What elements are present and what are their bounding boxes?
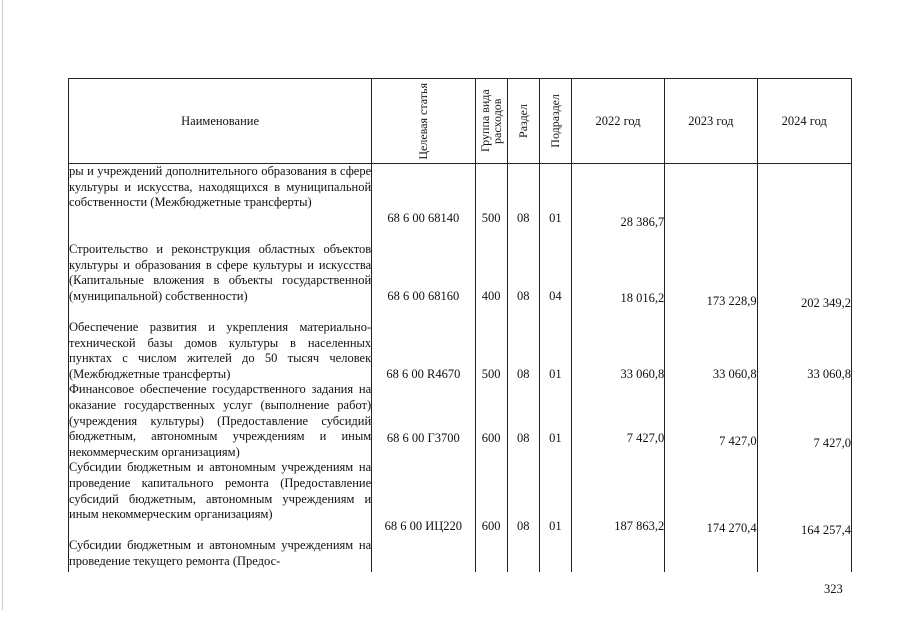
row-name: Субсидии бюджетным и автономным учреждениям на проведение капитального ремонта (Предоставление субсидий бюджетным, автономным учреждениям и иным некоммерческим организациям) xyxy=(69,460,372,538)
row-2022: 18 016,2 xyxy=(571,242,664,320)
header-2022: 2022 год xyxy=(571,79,664,164)
row-subsection: 01 xyxy=(539,164,571,243)
row-subsection: 04 xyxy=(539,242,571,320)
row-name: ры и учреждений дополнительного образования в сфере культуры и искусства, находящихся в муниципальной собственности (Межбюджетные трансферты) xyxy=(69,164,372,243)
row-section xyxy=(507,538,539,572)
table-row xyxy=(69,164,852,243)
page-number: 323 xyxy=(824,582,843,596)
row-code xyxy=(372,538,475,572)
row-section: 08 xyxy=(507,320,539,382)
table-row xyxy=(69,538,852,572)
row-group: 600 xyxy=(475,382,507,460)
row-2023: 173 228,9 xyxy=(665,242,757,320)
row-name: Строительство и реконструкция областных объектов культуры и образования в сфере культуры и искусства (Капитальные вложения в объекты государственной (муниципальной) собственности) xyxy=(69,242,372,320)
page-edge xyxy=(2,0,3,610)
row-name: Субсидии бюджетным и автономным учреждениям на проведение текущего ремонта (Предос- xyxy=(69,538,372,572)
table-row xyxy=(69,320,852,382)
row-subsection xyxy=(539,538,571,572)
row-name: Финансовое обеспечение государственного задания на оказание государственных услуг (выполнение работ) (учреждения культуры) (Предоставление субсидий бюджетным, автономным учреждениям и иным некоммерческим организациям) xyxy=(69,382,372,459)
row-2024 xyxy=(757,164,851,243)
row-2022: 7 427,0 xyxy=(571,382,664,460)
budget-table xyxy=(68,78,852,572)
row-2023: 174 270,4 xyxy=(665,460,757,538)
row-group: 400 xyxy=(475,242,507,320)
row-subsection: 01 xyxy=(539,460,571,538)
header-section xyxy=(507,79,539,164)
row-2024 xyxy=(757,538,851,572)
row-2023 xyxy=(665,164,757,243)
row-code: 68 6 00 Г3700 xyxy=(372,382,475,460)
header-section-text: Раздел xyxy=(516,104,531,138)
header-group-text: Группа вида расходов xyxy=(478,89,505,153)
row-2023 xyxy=(665,538,757,572)
row-2024: 164 257,4 xyxy=(757,460,851,538)
row-name: Обеспечение развития и укрепления материально-технической базы домов культуры в населенных пунктах с числом жителей до 50 тысяч человек (Межбюджетные трансферты) xyxy=(69,320,372,381)
header-2023: 2023 год xyxy=(665,79,757,164)
header-target-text: Целевая статья xyxy=(416,82,431,160)
row-2024: 33 060,8 xyxy=(757,320,851,382)
row-section: 08 xyxy=(507,460,539,538)
row-section: 08 xyxy=(507,164,539,243)
row-group xyxy=(475,538,507,572)
row-2023: 7 427,0 xyxy=(665,382,757,460)
table-row xyxy=(69,382,852,460)
header-subsection-text: Подраздел xyxy=(548,94,563,148)
row-subsection: 01 xyxy=(539,320,571,382)
table-header-row xyxy=(69,79,852,164)
row-code: 68 6 00 R4670 xyxy=(372,320,475,382)
row-code: 68 6 00 68140 xyxy=(372,164,475,243)
row-section: 08 xyxy=(507,242,539,320)
table-row xyxy=(69,242,852,320)
row-2023: 33 060,8 xyxy=(665,320,757,382)
row-2022: 187 863,2 xyxy=(571,460,664,538)
table-row xyxy=(69,460,852,538)
row-2024: 202 349,2 xyxy=(757,242,851,320)
header-target xyxy=(372,79,475,164)
header-subsection xyxy=(539,79,571,164)
row-section: 08 xyxy=(507,382,539,460)
row-group: 600 xyxy=(475,460,507,538)
header-name: Наименование xyxy=(69,79,372,164)
row-2022 xyxy=(571,538,664,572)
header-group xyxy=(475,79,507,164)
header-2024: 2024 год xyxy=(757,79,851,164)
row-code: 68 6 00 68160 xyxy=(372,242,475,320)
row-2022: 33 060,8 xyxy=(571,320,664,382)
row-2024: 7 427,0 xyxy=(757,382,851,460)
row-group: 500 xyxy=(475,164,507,243)
row-2022: 28 386,7 xyxy=(571,164,664,243)
row-subsection: 01 xyxy=(539,382,571,460)
row-code: 68 6 00 ИЦ220 xyxy=(372,460,475,538)
row-group: 500 xyxy=(475,320,507,382)
